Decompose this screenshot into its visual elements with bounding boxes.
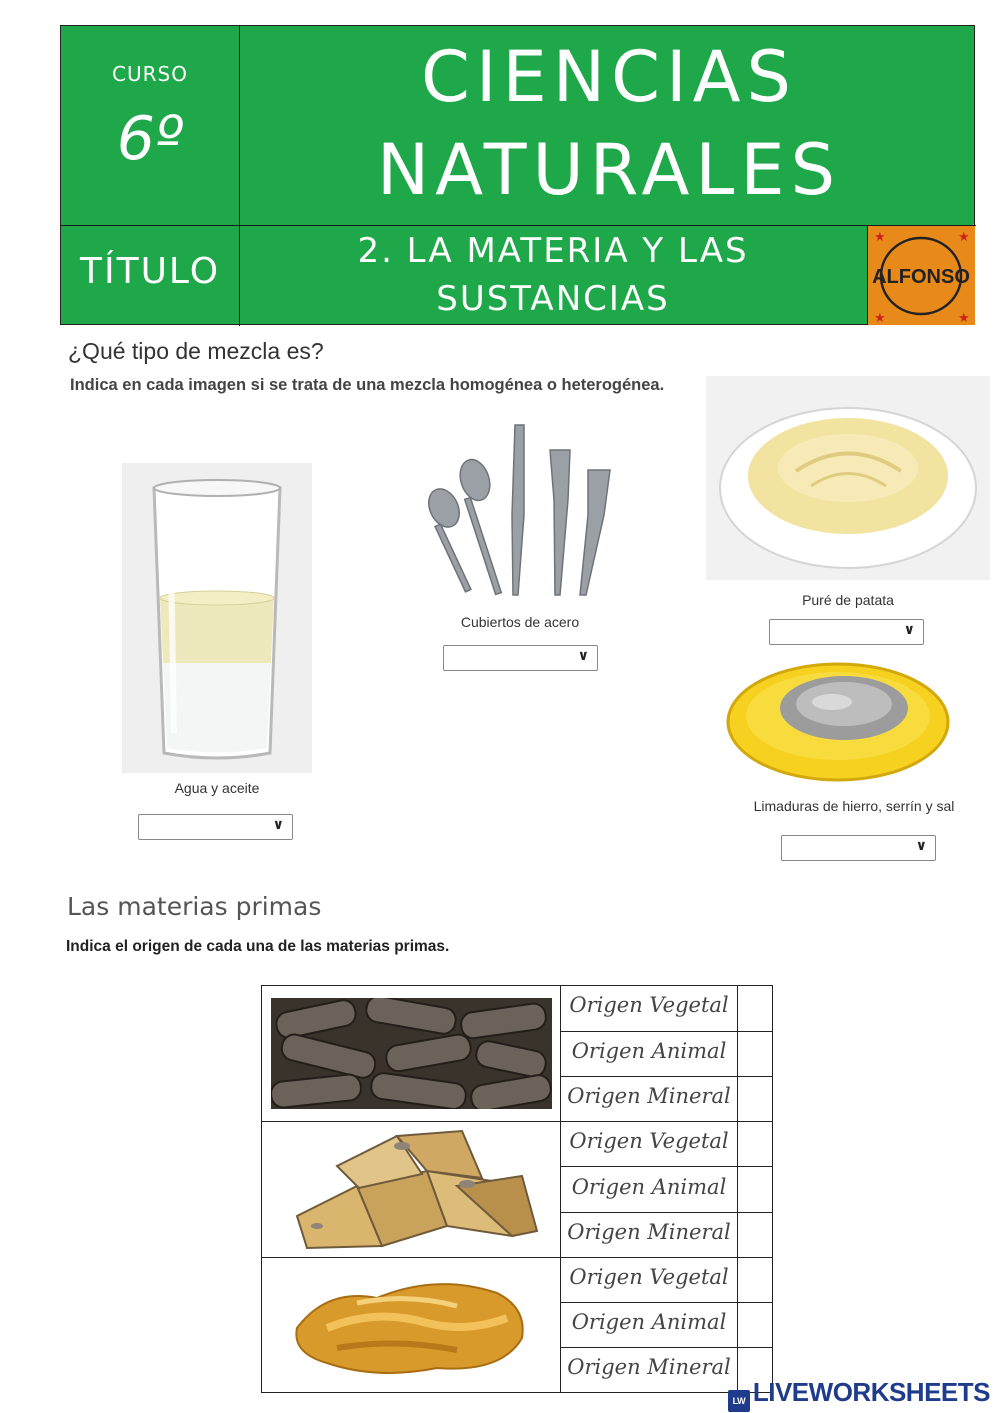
caption-mashed-potato: Puré de patata xyxy=(802,592,894,608)
answer-cell[interactable] xyxy=(738,986,772,1031)
cutlery-image xyxy=(420,420,620,600)
brand-name: LIVEWORKSHEETS xyxy=(752,1377,990,1407)
answer-cell[interactable] xyxy=(738,1167,772,1212)
svg-text:★: ★ xyxy=(958,311,970,325)
gold-silk-image xyxy=(287,1268,537,1383)
answer-cell[interactable] xyxy=(738,1213,772,1257)
svg-text:★: ★ xyxy=(958,230,970,245)
subtitle-line1: 2. LA MATERIA Y LAS xyxy=(357,231,749,271)
answer-cell[interactable] xyxy=(738,1032,772,1076)
water-oil-image xyxy=(122,463,312,773)
logo-text: ALFONSO xyxy=(872,266,970,288)
chevron-down-icon: ∨ xyxy=(915,838,927,854)
divider xyxy=(262,1257,772,1258)
svg-text:★: ★ xyxy=(874,311,886,325)
section-instruction-raw-materials: Indica el origen de cada una de las materias primas. xyxy=(66,938,450,955)
course-label: CURSO xyxy=(112,62,188,86)
option-animal: Origen Animal xyxy=(571,1310,727,1334)
option-mineral: Origen Mineral xyxy=(567,1220,731,1244)
title-label: TÍTULO xyxy=(79,251,221,292)
answer-cell[interactable] xyxy=(738,1077,772,1121)
divider xyxy=(61,225,976,226)
subtitle-line2: SUSTANCIAS xyxy=(436,279,670,319)
chevron-down-icon: ∨ xyxy=(903,622,915,638)
svg-text:★: ★ xyxy=(874,230,886,245)
chevron-down-icon: ∨ xyxy=(577,648,589,664)
course-value: 6º xyxy=(116,104,184,174)
charcoal-image xyxy=(271,998,552,1109)
answer-cell[interactable] xyxy=(738,1258,772,1302)
school-logo xyxy=(868,226,975,325)
firewood-image xyxy=(287,1126,547,1252)
dropdown-mashed-potato[interactable] xyxy=(769,619,924,645)
iron-sawdust-salt-image xyxy=(712,650,964,790)
dropdown-iron-sawdust-salt[interactable] xyxy=(781,835,936,861)
page-title-line2: NATURALES xyxy=(376,129,842,211)
option-vegetal: Origen Vegetal xyxy=(569,993,729,1017)
section-title-mixtures: ¿Qué tipo de mezcla es? xyxy=(68,338,324,364)
option-mineral: Origen Mineral xyxy=(567,1084,731,1108)
section-title-raw-materials: Las materias primas xyxy=(67,892,322,921)
caption-iron-sawdust-salt: Limaduras de hierro, serrín y sal xyxy=(753,798,955,814)
dropdown-cutlery[interactable] xyxy=(443,645,598,671)
page-title-line1: CIENCIAS xyxy=(421,36,797,118)
caption-water-oil: Agua y aceite xyxy=(174,780,260,796)
option-animal: Origen Animal xyxy=(571,1175,727,1199)
mashed-potato-image xyxy=(706,376,990,580)
dropdown-water-oil[interactable] xyxy=(138,814,293,840)
option-animal: Origen Animal xyxy=(571,1039,727,1063)
answer-cell[interactable] xyxy=(738,1122,772,1166)
liveworksheets-logo xyxy=(728,1377,990,1412)
divider xyxy=(262,1121,772,1122)
raw-materials-table xyxy=(261,985,773,1393)
answer-cell[interactable] xyxy=(738,1303,772,1347)
header-banner xyxy=(60,25,975,325)
option-mineral: Origen Mineral xyxy=(567,1355,731,1379)
chevron-down-icon: ∨ xyxy=(272,817,284,833)
option-vegetal: Origen Vegetal xyxy=(569,1265,729,1289)
section-instruction-mixtures: Indica en cada imagen si se trata de una mezcla homogénea o heterogénea. xyxy=(70,376,665,394)
option-vegetal: Origen Vegetal xyxy=(569,1129,729,1153)
caption-cutlery: Cubiertos de acero xyxy=(460,614,580,630)
brand-mark-icon: LW xyxy=(728,1390,750,1412)
